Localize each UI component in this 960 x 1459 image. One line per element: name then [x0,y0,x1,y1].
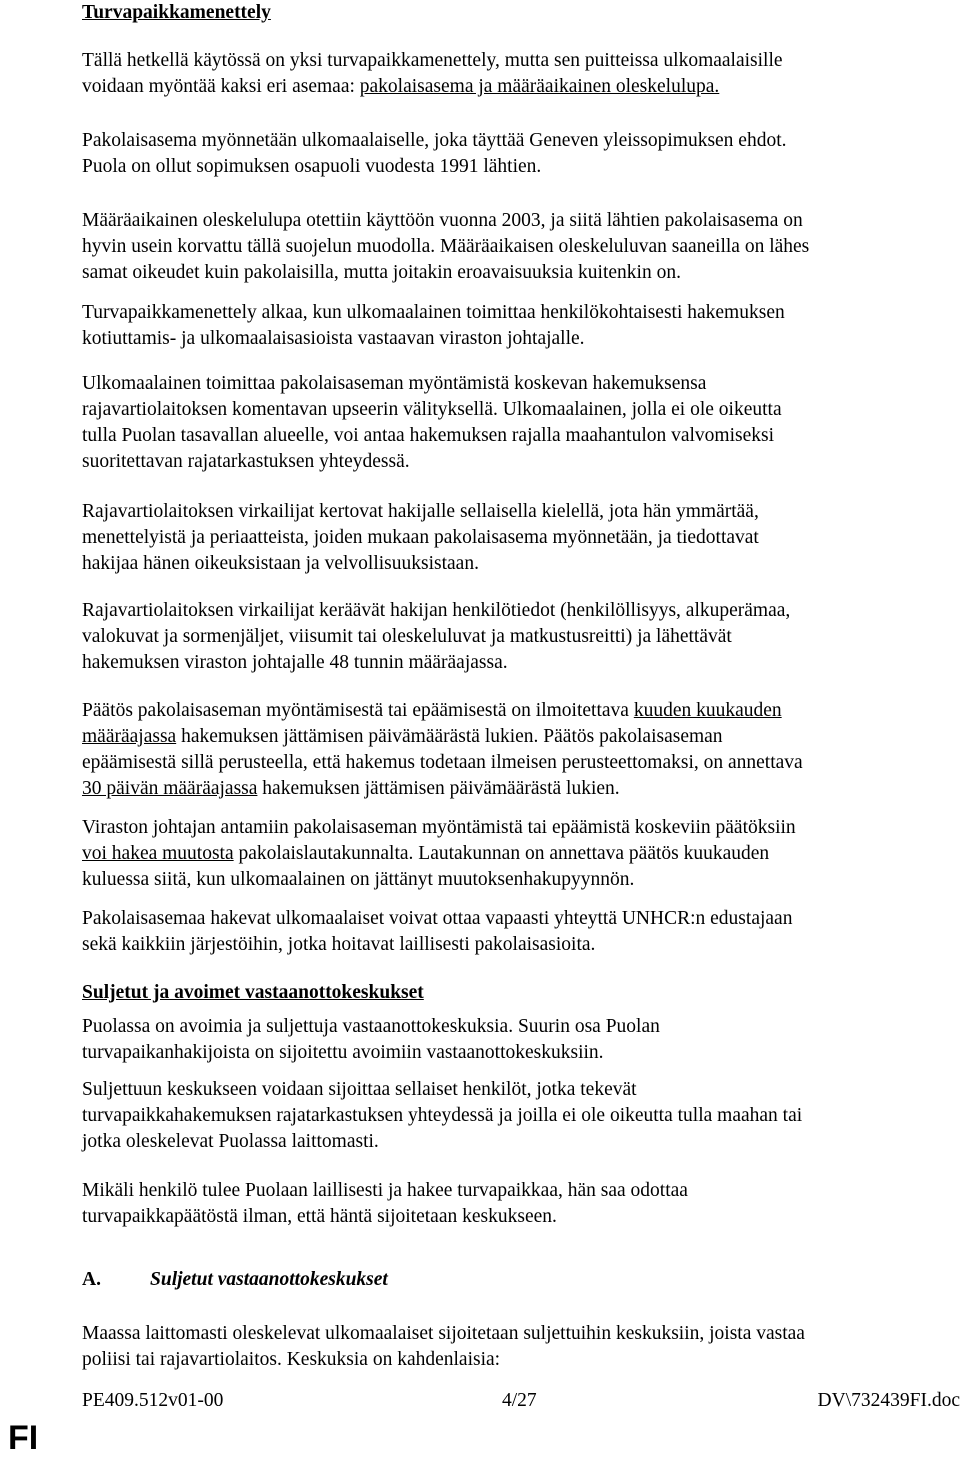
paragraph-8: Päätös pakolaisaseman myöntämisestä tai epäämisestä on ilmoitettava kuuden kuukauden määräajassa hakemuksen jättämisen päivämäärästä lukien. Päätös pakolaisaseman epäämisestä sillä perusteella, että hakemus todetaan ilmeisen perusteettomaksi, on annettava 30 päivän määräajassa hakemuksen jättämisen päivämäärästä lukien. [82,700,803,799]
paragraph-3: Määräaikainen oleskelulupa otettiin käyttöön vuonna 2003, ja siitä lähtien pakolaisasema on hyvin usein korvattu tällä suojelun muodolla. Määräaikaisen oleskeluluvan saaneilla on lähes samat oikeudet kuin pakolaisilla, mutta joitakin eroavaisuuksia kuitenkin on. [82,210,810,283]
paragraph-11: Puolassa on avoimia ja suljettuja vastaanottokeskuksia. Suurin osa Puolan turvapaikanhakijoista on sijoitettu avoimiin vastaanottokeskuksiin. [82,1016,660,1063]
underlined-text: 30 päivän määräajassa [82,778,258,799]
footer-document-reference: PE409.512v01-00 [82,1390,224,1411]
subsection-heading-a [82,1267,944,1293]
paragraph-9: Viraston johtajan antamiin pakolaisaseman myöntämistä tai epäämistä koskeviin päätöksiin voi hakea muutosta pakolaislautakunnalta. Lautakunnan on annettava päätös kuukauden kuluessa siitä, kun ulkomaalainen on jättänyt muutoksenhakupyynnön. [82,817,796,890]
paragraph-14: Maassa laittomasti oleskelevat ulkomaalaiset sijoitetaan suljettuihin keskuksiin, joista vastaa poliisi tai rajavartiolaitos. Keskuksia on kahdenlaisia: [82,1323,805,1370]
paragraph-7: Rajavartiolaitoksen virkailijat keräävät hakijan henkilötiedot (henkilöllisyys, alkuperämaa, valokuvat ja sormenjäljet, viisumit tai oleskeluluvat ja matkustusreitti) ja lähettävät hakemuksen viraston johtajalle 48 tunnin määräajassa. [82,600,791,673]
underlined-text: pakolaisasema ja määräaikainen oleskelulupa. [359,76,720,97]
underlined-text: kuuden kuukauden [633,700,782,721]
footer-page-number: 4/27 [502,1390,537,1411]
page-footer [82,1388,960,1414]
paragraph-6: Rajavartiolaitoksen virkailijat kertovat hakijalle sellaisella kielellä, jota hän ymmärtää, menettelyistä ja periaatteista, joiden mukaan pakolaisasema myönnetään, ja tiedottavat hakijaa hänen oikeuksistaan ja velvollisuuksistaan. [82,501,759,574]
footer-file-name: DV\732439FI.doc [817,1390,960,1411]
paragraph-13: Mikäli henkilö tulee Puolaan laillisesti ja hakee turvapaikkaa, hän saa odottaa turvapaikkapäätöstä ilman, että häntä sijoitetaan keskukseen. [82,1180,688,1227]
paragraph-4: Turvapaikkamenettely alkaa, kun ulkomaalainen toimittaa henkilökohtaisesti hakemuksen kotiuttamis- ja ulkomaalaisasioista vastaavan viraston johtajalle. [82,302,785,349]
paragraph-12: Suljettuun keskukseen voidaan sijoittaa sellaiset henkilöt, jotka tekevät turvapaikkahakemuksen rajatarkastuksen yhteydessä ja joilla ei ole oikeutta tulla maahan tai jotka oleskelevat Puolassa laittomasti. [82,1079,803,1152]
paragraph-1: Tällä hetkellä käytössä on yksi turvapaikkamenettely, mutta sen puitteissa ulkomaalaisille voidaan myöntää kaksi eri asemaa: pakolaisasema ja määräaikainen oleskelulupa. [82,50,783,97]
paragraph-10: Pakolaisasemaa hakevat ulkomaalaiset voivat ottaa vapaasti yhteyttä UNHCR:n edustajaan sekä kaikkiin järjestöihin, jotka hoitavat laillisesti pakolaisasioita. [82,908,793,955]
paragraph-2: Pakolaisasema myönnetään ulkomaalaiselle, joka täyttää Geneven yleissopimuksen ehdot. Puola on ollut sopimuksen osapuoli vuodesta 1991 lähtien. [82,130,787,177]
paragraph-5: Ulkomaalainen toimittaa pakolaisaseman myöntämistä koskevan hakemuksensa rajavartiolaitoksen komentavan upseerin välityksellä. Ulkomaalainen, jolla ei ole oikeutta tulla Puolan tasavallan alueelle, voi antaa hakemuksen rajalla maahantulon valvomiseksi suoritettavan rajatarkastuksen yhteydessä. [82,373,782,472]
underlined-text: voi hakea muutosta [82,843,234,864]
underlined-text: määräajassa [82,726,177,747]
subsection-title: Suljetut vastaanottokeskukset [150,1269,388,1290]
section-heading-turvapaikkamenettely: Turvapaikkamenettely [82,2,271,23]
subsection-label: A. [82,1269,101,1290]
section-heading-vastaanottokeskukset: Suljetut ja avoimet vastaanottokeskukset [82,982,424,1003]
language-code: FI [8,1419,39,1457]
